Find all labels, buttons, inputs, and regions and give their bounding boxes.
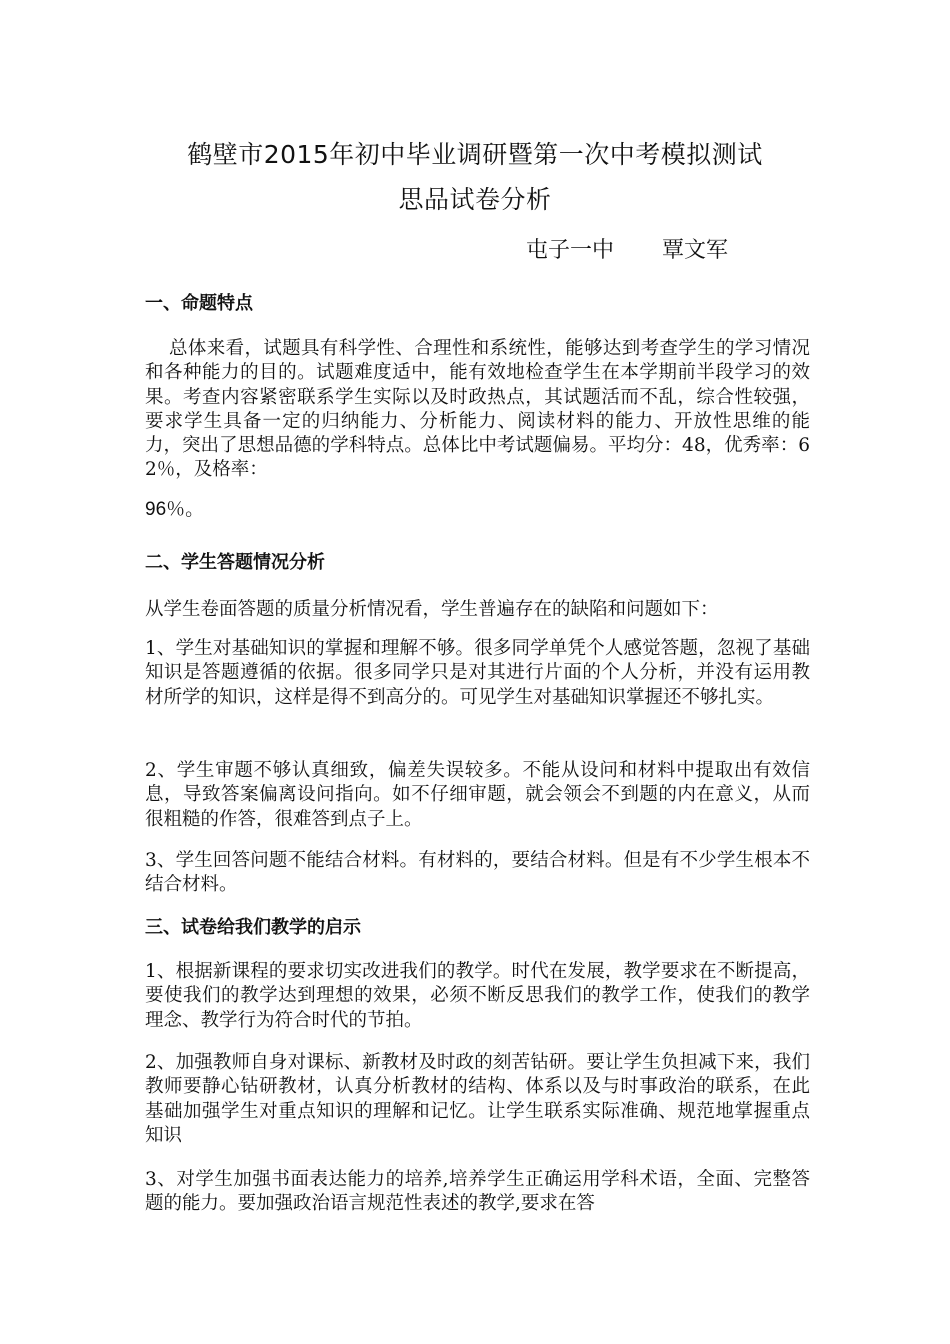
section-3-item-2: 2、加强教师自身对课标、新教材及时政的刻苦钻研。要让学生负担减下来，我们教师要静心钻研教材，认真分析教材的结构、体系以及与时事政治的联系，在此基础加强学生对重点知识的理解和记忆。让学生联系实际准确、规范地掌握重点知识 — [145, 1052, 810, 1146]
section-2-item-3: 3、学生回答问题不能结合材料。有材料的，要结合材料。但是有不少学生根本不结合材料。 — [145, 850, 810, 896]
section-heading-3: 三、试卷给我们教学的启示 — [145, 917, 361, 938]
author-school: 屯子一中 — [526, 238, 615, 263]
section-3-item-1: 1、根据新课程的要求切实改进我们的教学。时代在发展，教学要求在不断提高，要使我们的教学达到理想的效果，必须不断反思我们的教学工作，使我们的教学理念、教学行为符合时代的节拍。 — [145, 961, 810, 1031]
section-1-paragraph-end: 96％。 — [145, 499, 205, 520]
author-line — [526, 236, 728, 266]
section-3-item-3: 3、对学生加强书面表达能力的培养,培养学生正确运用学科术语，全面、完整答题的能力。要加强政治语言规范性表述的教学,要求在答 — [145, 1169, 810, 1215]
section-1-paragraph: 总体来看，试题具有科学性、合理性和系统性，能够达到考查学生的学习情况和各种能力的目的。试题难度适中，能有效地检查学生在本学期前半段学习的效果。考查内容紧密联系学生实际以及时政热点，其试题活而不乱，综合性较强，要求学生具备一定的归纳能力、分析能力、阅读材料的能力、开放性思维的能力，突出了思想品德的学科特点。总体比中考试题偏易。平均分：48，优秀率：62％，及格率： — [145, 338, 810, 481]
section-2-item-1: 1、学生对基础知识的掌握和理解不够。很多同学单凭个人感觉答题，忽视了基础知识是答题遵循的依据。很多同学只是对其进行片面的个人分析，并没有运用教材所学的知识，这样是得不到高分的。可见学生对基础知识掌握还不够扎实。 — [145, 638, 810, 708]
author-name: 覃文军 — [662, 238, 729, 263]
section-2-intro: 从学生卷面答题的质量分析情况看，学生普遍存在的缺陷和问题如下： — [145, 599, 719, 620]
document-title: 鹤壁市2015年初中毕业调研暨第一次中考模拟测试 — [187, 140, 763, 169]
section-2-item-2: 2、学生审题不够认真细致，偏差失误较多。不能从设问和材料中提取出有效信息，导致答案偏离设问指向。如不仔细审题，就会领会不到题的内在意义，从而很粗糙的作答，很难答到点子上。 — [145, 760, 810, 830]
document-subtitle: 思品试卷分析 — [398, 185, 552, 214]
section-heading-1: 一、命题特点 — [145, 293, 253, 314]
section-heading-2: 二、学生答题情况分析 — [145, 552, 325, 573]
